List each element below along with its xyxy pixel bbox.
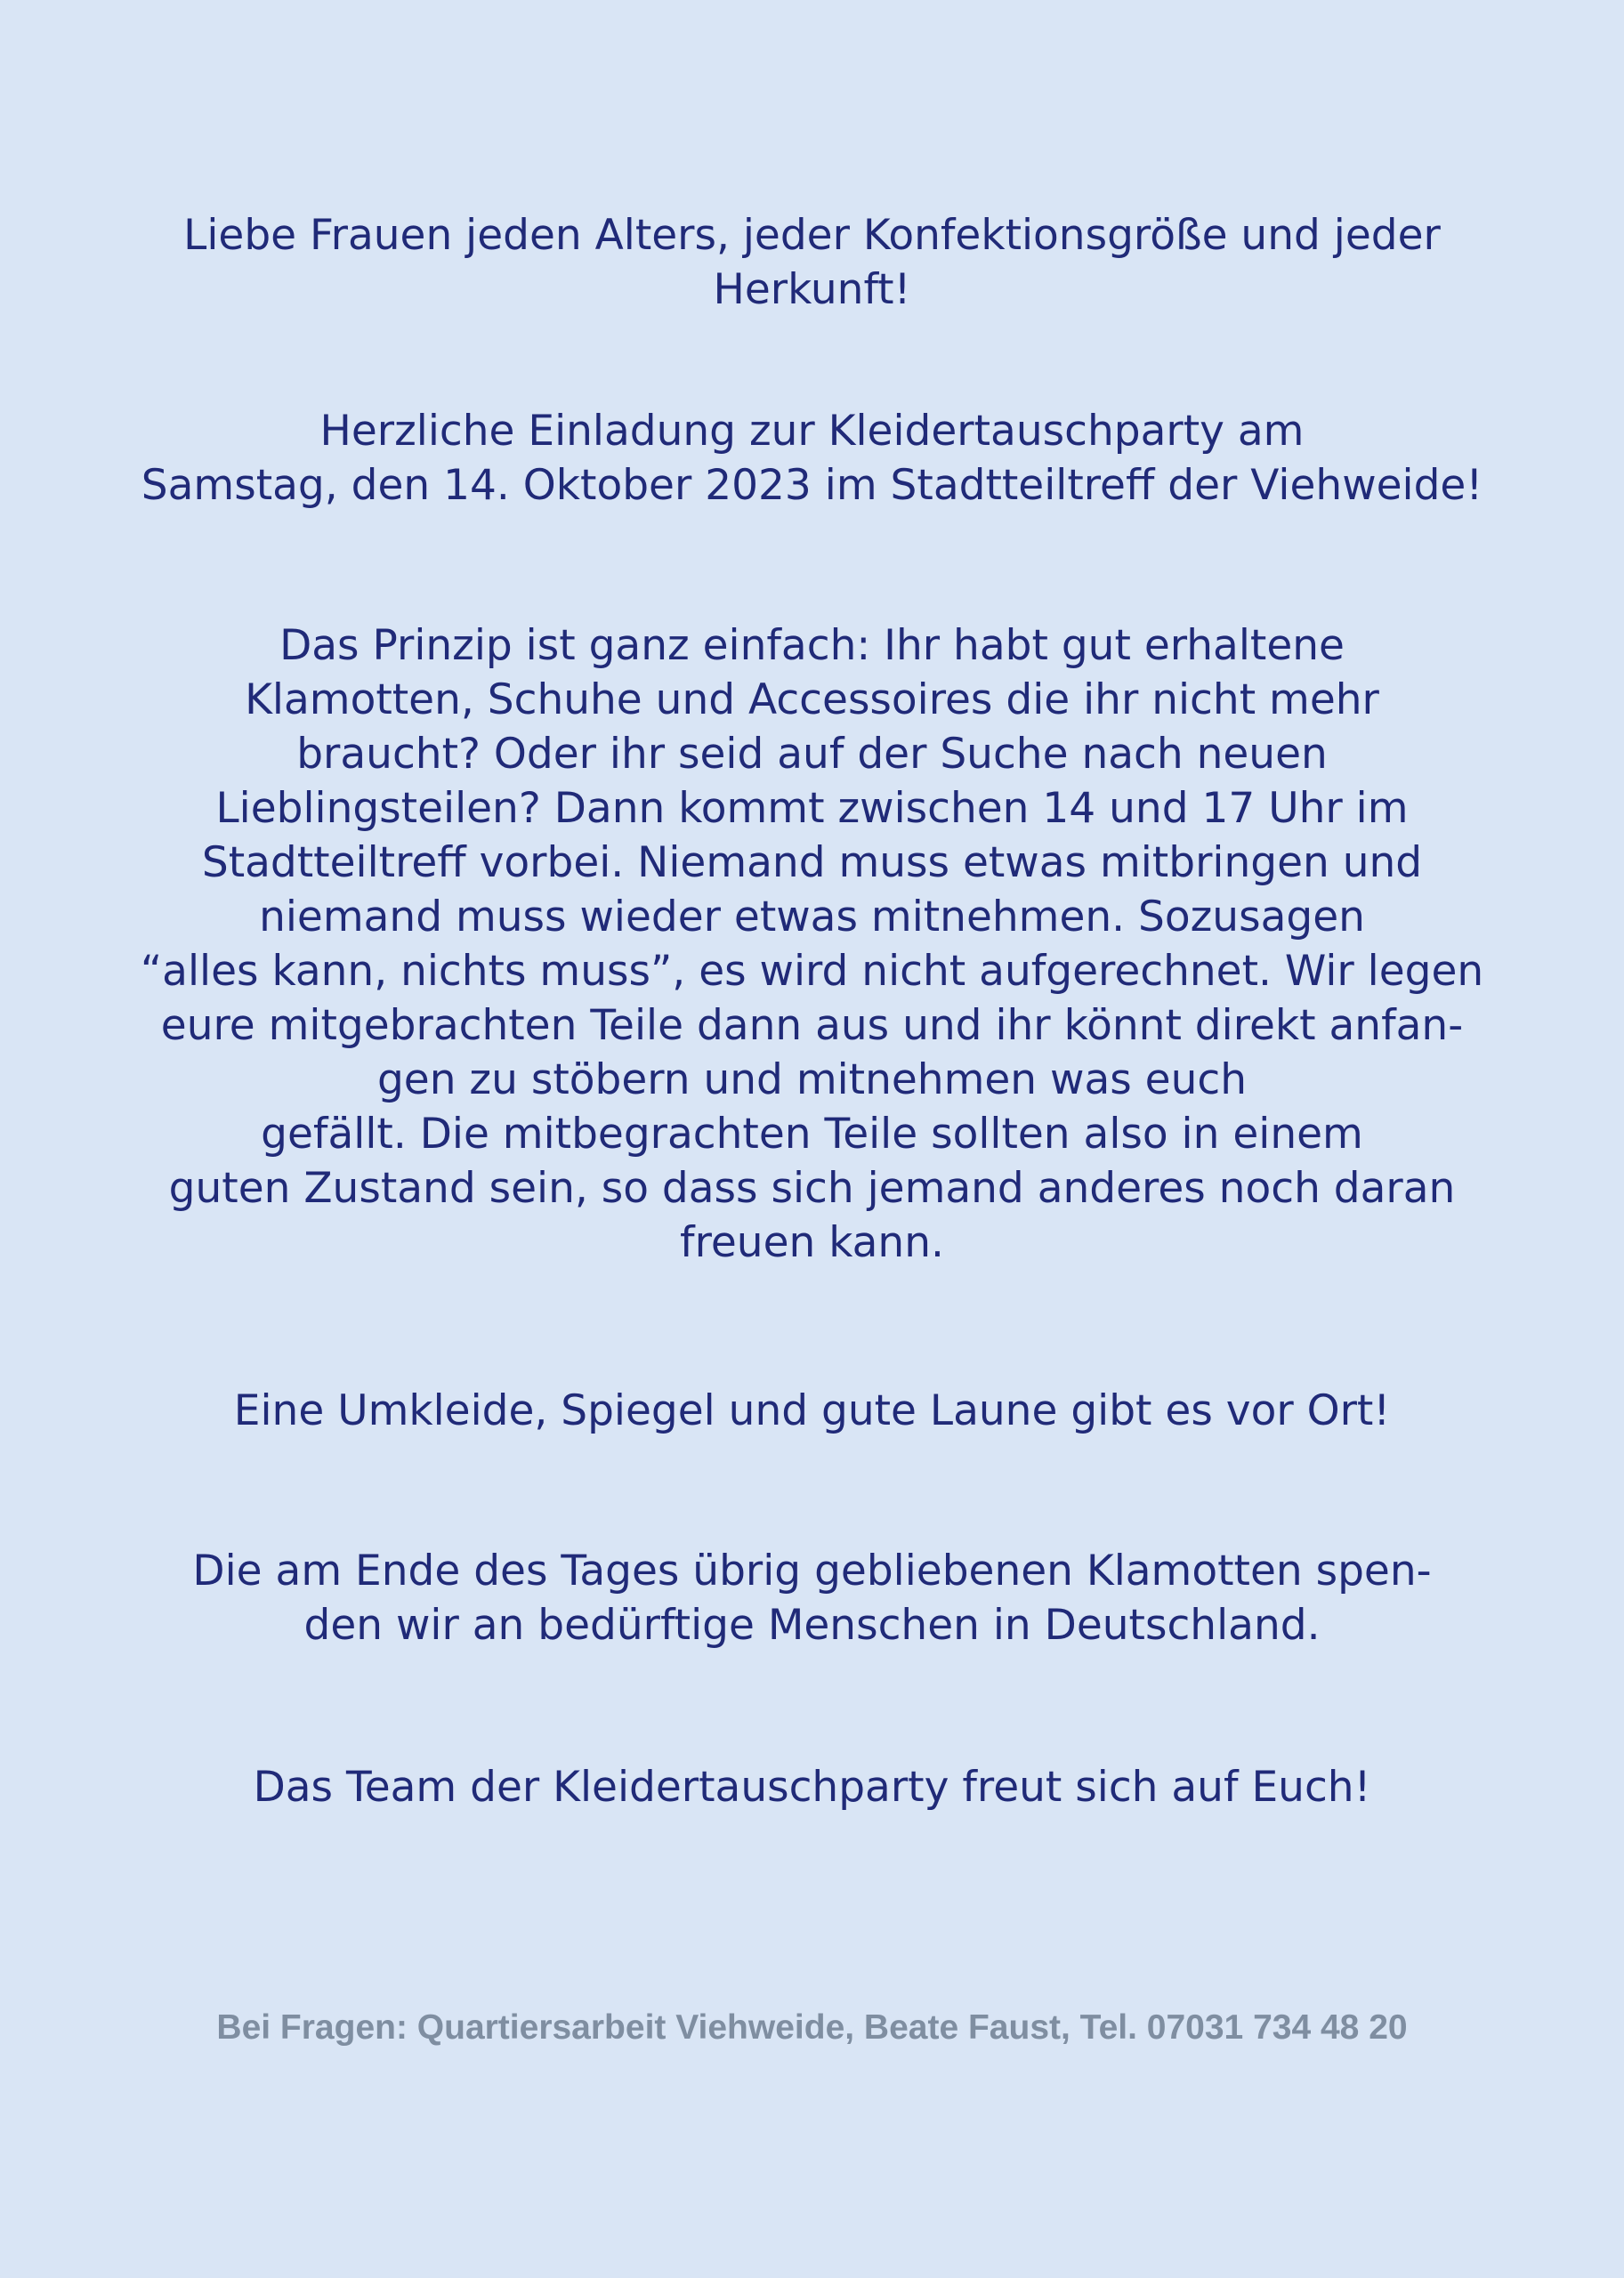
donation-line: Die am Ende des Tages übrig gebliebenen Klamotten spen- bbox=[192, 1547, 1432, 1595]
principle-line: “alles kann, nichts muss”, es wird nicht aufgerechnet. Wir legen bbox=[140, 947, 1484, 996]
team-message-line: Das Team der Kleidertauschparty freut sich auf Euch! bbox=[253, 1763, 1371, 1812]
changing-room-line: Eine Umkleide, Spiegel und gute Laune gibt es vor Ort! bbox=[233, 1386, 1391, 1435]
team-message-paragraph bbox=[0, 1760, 1624, 1814]
principle-line: freuen kann. bbox=[680, 1218, 944, 1267]
principle-line: Das Prinzip ist ganz einfach: Ihr habt gut erhaltene bbox=[279, 621, 1345, 670]
principle-line: Lieblingsteilen? Dann kommt zwischen 14 und 17 Uhr im bbox=[215, 784, 1409, 833]
principle-line: eure mitgebrachten Teile dann aus und ihr könnt direkt anfan- bbox=[160, 1001, 1464, 1050]
contact-info: Bei Fragen: Quartiersarbeit Viehweide, Beate Faust, Tel. 07031 734 48 20 bbox=[216, 2008, 1408, 2047]
greeting-line: Liebe Frauen jeden Alters, jeder Konfektionsgröße und jeder bbox=[183, 211, 1441, 260]
donation-paragraph bbox=[0, 1544, 1624, 1652]
invitation-line: Samstag, den 14. Oktober 2023 im Stadtteiltreff der Viehweide! bbox=[141, 461, 1483, 510]
principle-line: gen zu stöbern und mitnehmen was euch bbox=[376, 1055, 1248, 1104]
principle-line: niemand muss wieder etwas mitnehmen. Sozusagen bbox=[259, 893, 1365, 941]
principle-line: gefällt. Die mitbegrachten Teile sollten also in einem bbox=[261, 1110, 1363, 1159]
principle-line: braucht? Oder ihr seid auf der Suche nach neuen bbox=[296, 730, 1328, 779]
donation-line: den wir an bedürftige Menschen in Deutschland. bbox=[303, 1601, 1321, 1650]
greeting-line: Herkunft! bbox=[713, 265, 911, 314]
changing-room-paragraph bbox=[0, 1384, 1624, 1438]
principle-paragraph bbox=[0, 618, 1624, 1270]
principle-line: Klamotten, Schuhe und Accessoires die ihr nicht mehr bbox=[245, 675, 1379, 724]
greeting-paragraph bbox=[0, 208, 1624, 317]
principle-line: guten Zustand sein, so dass sich jemand anderes noch daran bbox=[168, 1164, 1456, 1213]
principle-line: Stadtteiltreff vorbei. Niemand muss etwas mitbringen und bbox=[201, 838, 1423, 887]
invitation-paragraph bbox=[0, 404, 1624, 513]
invitation-line: Herzliche Einladung zur Kleidertauschparty am bbox=[319, 407, 1305, 456]
